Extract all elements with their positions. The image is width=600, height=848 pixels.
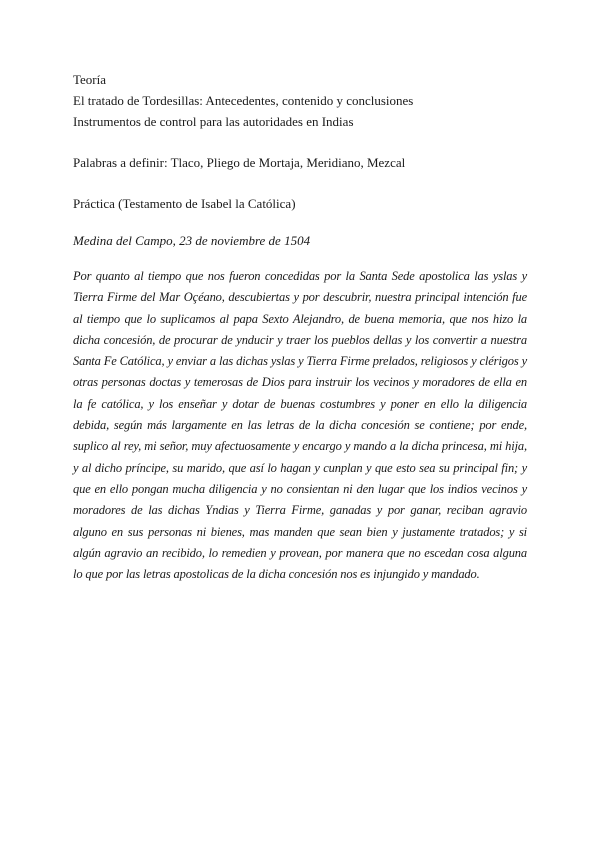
- testamento-paragraph: Por quanto al tiempo que nos fueron concedidas por la Santa Sede apostolica las yslas y Tierra Firme del Mar Oçéano, descubiertas y por descubrir, nuestra principal intención fue al tiempo que lo suplicamos al papa Sexto Alejandro, de buena memoria, que nos hizo la dicha concesión, de procurar de ynducir y traer los pueblos dellas y los convertir a nuestra Santa Fe Católica, y enviar a las dichas yslas y Tierra Firme prelados, religiosos y clérigos y otras personas doctas y temerosas de Dios para instruir los vecinos y moradores de ella en la fe católica, y los enseñar y dotar de buenas costumbres y poner en ello la diligencia debida, según más largamente en las letras de la dicha concesión se contiene; por ende, suplico al rey, mi señor, muy afectuosamente y encargo y mando a la dicha princesa, mi hija, y al dicho príncipe, su marido, que así lo hagan y cunplan y que esto sea su principal fin; y que en ello pongan mucha diligencia y no consientan ni den lugar que los indios vecinos y moradores de las dichas Yndias y Tierra Firme, ganadas y por ganar, reciban agravio alguno en sus personas ni bienes, mas manden que sean bien y justamente tratados; y si algún agravio an recibido, lo remedien y provean, por manera que no escedan cosa alguna lo que por las letras apostolicas de la dicha concesión nos es injungido y mandado.: [73, 269, 527, 582]
- teoria-heading: Teoría: [73, 72, 107, 87]
- practica-heading: Práctica (Testamento de Isabel la Católica): [73, 196, 296, 211]
- palabras-a-definir: Palabras a definir: Tlaco, Pliego de Mortaja, Meridiano, Mezcal: [73, 155, 406, 170]
- document-content: [73, 69, 527, 585]
- place-date-line: Medina del Campo, 23 de noviembre de 1504: [73, 233, 311, 248]
- teoria-item-tordesillas: El tratado de Tordesillas: Antecedentes, contenido y conclusiones: [73, 93, 414, 108]
- teoria-item-instrumentos: Instrumentos de control para las autoridades en Indias: [73, 114, 354, 129]
